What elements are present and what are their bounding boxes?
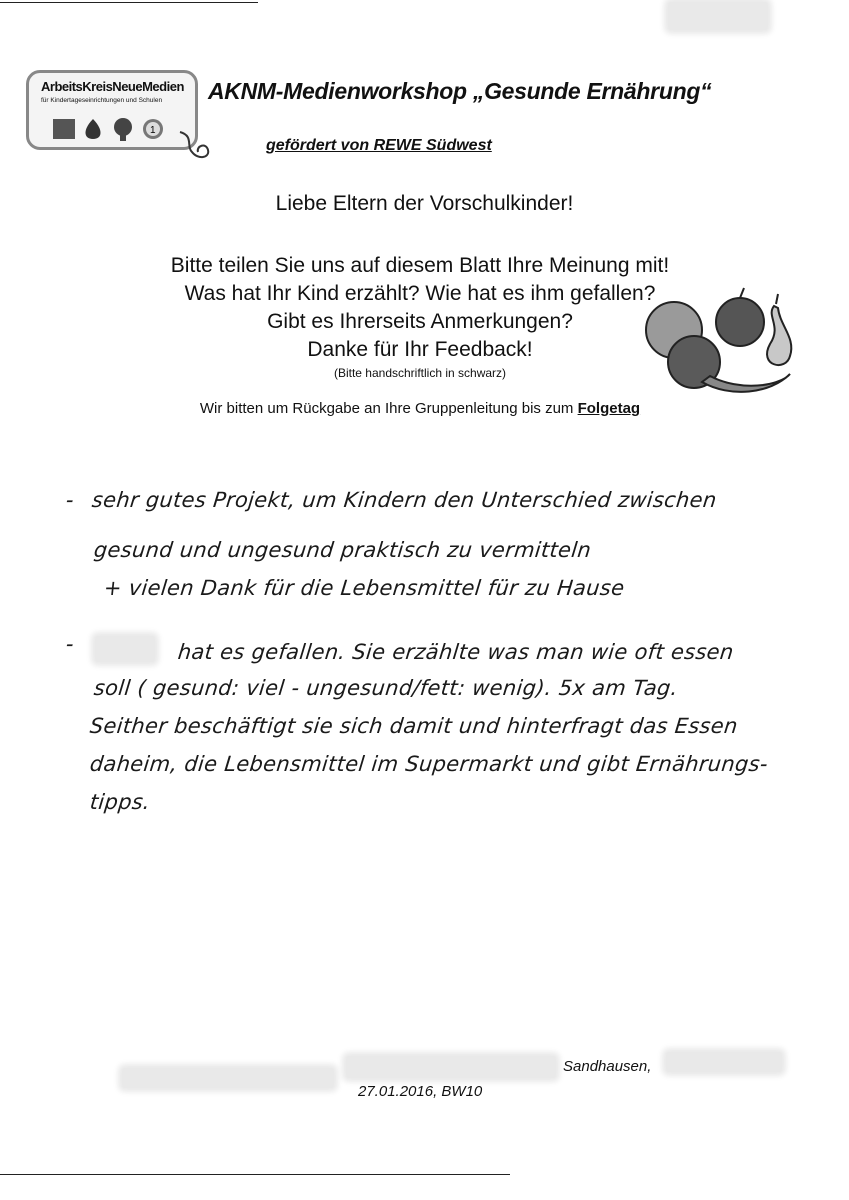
logo-title: ArbeitsKreisNeueMedien xyxy=(41,79,184,94)
redacted-footer-right xyxy=(666,1052,782,1072)
hand-line: daheim, die Lebensmittel im Supermarkt und gibt Ernährungs- xyxy=(88,752,770,776)
logo-symbols-icon xyxy=(53,117,183,143)
svg-text:1: 1 xyxy=(150,125,156,136)
redacted-top-right xyxy=(668,2,768,30)
handwriting-note: (Bitte handschriftlich in schwarz) xyxy=(333,366,507,380)
workshop-title: AKNM-Medienworkshop „Gesunde Ernährung“ xyxy=(208,78,712,104)
greeting: Liebe Eltern der Vorschulkinder! xyxy=(275,192,574,215)
hand-line: + vielen Dank für die Lebensmittel für zu Hause xyxy=(102,576,626,600)
logo-subtitle: für Kindertageseinrichtungen und Schulen xyxy=(41,97,163,104)
hand-dash: - xyxy=(64,488,76,512)
redacted-footer-middle xyxy=(346,1056,556,1078)
hand-line: gesund und ungesund praktisch zu vermitteln xyxy=(92,538,593,562)
footer-place: Sandhausen, xyxy=(563,1058,652,1075)
hand-line: Seither beschäftigt sie sich damit und hinterfragt das Essen xyxy=(88,714,740,738)
hand-line: sehr gutes Projekt, um Kindern den Unterschied zwischen xyxy=(90,488,718,512)
logo-frame xyxy=(26,70,198,150)
intro-line: Gibt es Ihrerseits Anmerkungen? xyxy=(267,310,573,333)
intro-line: Bitte teilen Sie uns auf diesem Blatt Ihre Meinung mit! xyxy=(170,254,670,277)
sponsor-line: gefördert von REWE Südwest xyxy=(266,137,492,154)
hand-dash: - xyxy=(64,632,76,656)
footer-date-code: 27.01.2016, BW10 xyxy=(358,1083,483,1100)
intro-line: Danke für Ihr Feedback! xyxy=(307,338,533,361)
top-rule xyxy=(0,2,258,3)
hand-line: hat es gefallen. Sie erzählte was man wie oft essen xyxy=(176,640,735,664)
hand-line: tipps. xyxy=(88,790,152,814)
logo-swirl-icon xyxy=(176,128,216,164)
aknm-logo xyxy=(26,70,198,162)
redacted-footer-left xyxy=(122,1068,334,1088)
bottom-rule xyxy=(0,1174,510,1175)
hand-line: soll ( gesund: viel - ungesund/fett: wenig). 5x am Tag. xyxy=(92,676,680,700)
return-deadline: Folgetag xyxy=(577,400,641,417)
intro-line: Was hat Ihr Kind erzählt? Wie hat es ihm gefallen? xyxy=(184,282,656,305)
return-text: Wir bitten um Rückgabe an Ihre Gruppenleitung bis zum xyxy=(199,400,574,417)
fruit-illustration-icon xyxy=(640,286,800,406)
redacted-child-name xyxy=(95,636,155,662)
